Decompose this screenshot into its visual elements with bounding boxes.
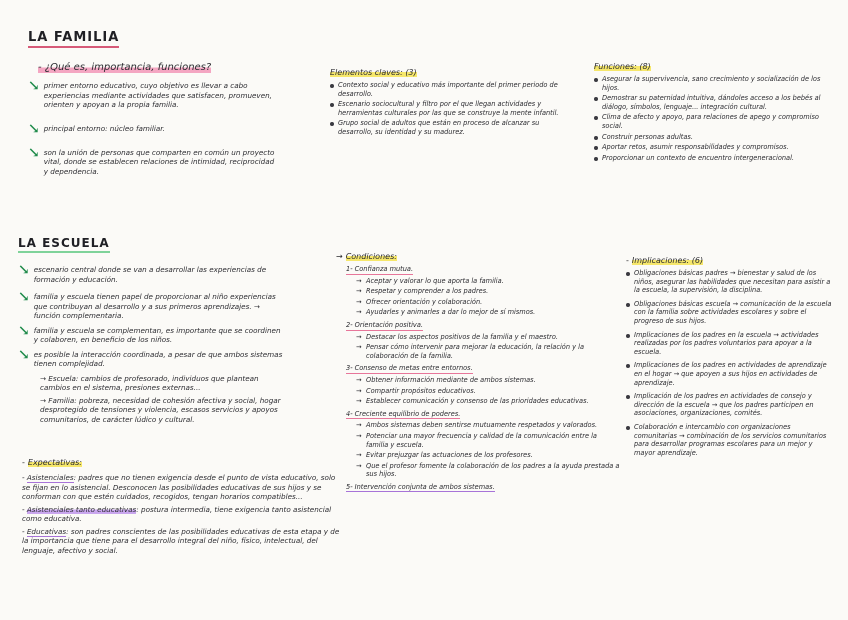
familia-item: ↘ principal entorno: núcleo familiar. — [28, 120, 165, 137]
list-item: → Ambos sistemas deben sentirse mutuamente respetados y valorados. — [356, 421, 598, 430]
arrow-icon: ↘ — [28, 120, 40, 137]
arrow-icon: ↘ — [18, 322, 30, 339]
list-item: → Ayudarles y animarles a dar lo mejor de sí mismos. — [356, 308, 536, 317]
bullet-icon — [594, 136, 598, 140]
list-item: → Destacar los aspectos positivos de la familia y el maestro. — [356, 332, 559, 341]
elementos-heading: Elementos claves: (3) — [330, 68, 417, 77]
expectativa-intermedia: - Asistenciales tanto educativas: postura intermedia, tiene exigencia tanto asistencial como educativa. — [22, 504, 332, 523]
familia-section — [28, 26, 276, 181]
expectativas-section — [22, 458, 340, 555]
bullet-icon — [626, 303, 630, 307]
escuela-item: ↘ escenario central donde se van a desarrollar las experiencias de formación y educación. — [18, 262, 267, 284]
arrow-icon: ↘ — [18, 346, 30, 363]
list-item: Grupo social de adultos que están en proceso de alcanzar su desarrollo, su identidad y su madurez. — [330, 119, 570, 136]
familia-subtitle: - ¿Qué es, importancia, funciones? — [38, 62, 212, 73]
list-item: Aportar retos, asumir responsabilidades y compromisos. — [594, 143, 826, 152]
escuela-item: ↘ familia y escuela se complementan, es importante que se coordinen y colaboren, en beneficio de los niños. — [18, 322, 281, 344]
familia-title: LA FAMILIA — [28, 30, 119, 48]
list-item: → Establecer comunicación y consenso de las prioridades educativas. — [356, 397, 589, 406]
bullet-icon — [330, 103, 334, 107]
list-item: Implicaciones de los padres en la escuela → actividades realizadas por los padres voluntarios para apoyar a la escuela. — [626, 331, 832, 357]
familia-item: ↘ son la unión de personas que comparten en común un proyecto vital, donde se establecen relaciones de intimidad, reciprocidad y dependencia. — [28, 144, 275, 176]
list-item: Implicaciones de los padres en actividades de aprendizaje en el hogar → que apoyen a sus hijos en actividades de aprendizaje. — [626, 361, 832, 387]
bullet-icon — [626, 395, 630, 399]
arrow-icon: ↘ — [28, 144, 40, 161]
condicion-title: 1- Confianza mutua. — [346, 265, 414, 273]
list-item: Clima de afecto y apoyo, para relaciones de apego y compromiso social. — [594, 113, 826, 130]
list-item: → Respetar y comprender a los padres. — [356, 287, 489, 296]
list-item: → Obtener información mediante de ambos sistemas. — [356, 375, 536, 384]
list-item: → Ofrecer orientación y colaboración. — [356, 297, 483, 306]
condicion-title: 5- Intervención conjunta de ambos sistemas. — [346, 482, 495, 491]
bullet-icon — [330, 84, 334, 88]
list-item: Implicación de los padres en actividades de consejo y dirección de la escuela → que los padres participen en asociaciones, organizaciones, comités. — [626, 392, 832, 418]
bullet-icon — [594, 116, 598, 120]
bullet-icon — [594, 157, 598, 161]
list-item: Obligaciones básicas padres → bienestar y salud de los niños, asegurar las habilidades que necesitan para asistir a la escuela, la supervisión, la disciplina. — [626, 269, 832, 295]
bullet-icon — [594, 78, 598, 82]
condicion-title: 3- Consenso de metas entre entornos. — [346, 364, 473, 373]
list-item: → Pensar cómo intervenir para mejorar la educación, la relación y la colaboración de la familia. — [356, 343, 584, 360]
arrow-icon: ↘ — [28, 78, 40, 94]
familia-item: ↘ primer entorno educativo, cuyo objetivo es llevar a cabo experiencias mediante actividades que satisfacen, promueven, orienten y apoyan a la propia familia. — [28, 78, 272, 109]
condicion-list — [356, 277, 620, 317]
expectativas-heading: - Expectativas: — [22, 458, 82, 467]
bullet-icon — [594, 146, 598, 150]
list-item: → Que el profesor fomente la colaboración de los padres a la ayuda prestada a sus hijos. — [356, 461, 620, 479]
list-item: → Compartir propósitos educativos. — [356, 386, 476, 395]
funciones-section — [594, 62, 826, 164]
bullet-icon — [626, 426, 630, 430]
list-item: → Evitar prejuzgar las actuaciones de los profesores. — [356, 451, 533, 460]
funciones-heading: Funciones: (8) — [594, 62, 651, 71]
elementos-section — [330, 68, 570, 139]
arrow-icon: ↘ — [18, 262, 30, 278]
bullet-icon — [330, 122, 334, 126]
expectativa-asistenciales: - Asistenciales: padres que no tienen exigencia desde el punto de vista educativo, solo se fijan en lo asistencial. Desconocen las posibilidades educativas de sus hijos y se conforman con que estén cuidados, recogidos, tengan horarios compatibles... — [22, 473, 336, 501]
condicion-list — [356, 376, 620, 406]
escuela-section — [18, 232, 286, 424]
list-item: Proporcionar un contexto de encuentro intergeneracional. — [594, 154, 826, 163]
escuela-title: LA ESCUELA — [18, 236, 110, 253]
list-item: → Potenciar una mayor frecuencia y calidad de la comunicación entre la familia y escuela. — [356, 431, 597, 449]
escuela-item: ↘ es posible la interacción coordinada, a pesar de que ambos sistemas tienen complejidad. — [18, 346, 283, 368]
list-item: Contexto social y educativo más importante del primer periodo de desarrollo. — [330, 81, 570, 98]
bullet-icon — [626, 272, 630, 276]
list-item: → Aceptar y valorar lo que aporta la familia. — [356, 276, 504, 285]
escuela-sub-escuela: → Escuela: cambios de profesorado, individuos que plantean cambios en el sistema, presiones externas... — [40, 373, 259, 392]
bullet-icon — [594, 97, 598, 101]
expectativa-educativas: - Educativas: son padres conscientes de las posibilidades educativas de esta etapa y de la importancia que tiene para el desarrollo integral del niño, físico, intelectual, del lenguaje, afectivo y social. — [22, 526, 340, 555]
condicion-list — [356, 421, 620, 479]
list-item: Asegurar la supervivencia, sano crecimiento y socialización de los hijos. — [594, 75, 826, 92]
escuela-sub-familia: → Familia: pobreza, necesidad de cohesión afectiva y social, hogar desprotegido de tensiones y violencia, escasos servicios y apoyos comunitarios, de carácter lúdico y cultural. — [40, 395, 281, 424]
list-item: Escenario sociocultural y filtro por el que llegan actividades y herramientas culturales por las que se construye la mente infantil. — [330, 100, 570, 117]
escuela-item: ↘ familia y escuela tienen papel de proporcionar al niño experiencias que contribuyan al desarrollo y a sus primeros aprendizajes. → función complementaria. — [18, 289, 276, 320]
bullet-icon — [626, 334, 630, 338]
list-item: Construir personas adultas. — [594, 133, 826, 142]
condicion-title: 4- Creciente equilibrio de poderes. — [346, 409, 461, 418]
condicion-title: 2- Orientación positiva. — [346, 320, 423, 329]
list-item: Demostrar su paternidad intuitiva, dándoles acceso a los bebés al diálogo, símbolos, lenguaje... integración cultural. — [594, 94, 826, 111]
implicaciones-heading: - Implicaciones: (6) — [626, 256, 704, 265]
bullet-icon — [626, 364, 630, 368]
condiciones-section — [336, 252, 620, 494]
list-item: Colaboración e intercambio con organizaciones comunitarias → combinación de los servicios comunitarios para desarrollar programas escolares para un mejor y mayor aprendizaje. — [626, 423, 832, 457]
list-item: Obligaciones básicas escuela → comunicación de la escuela con la familia sobre actividades escolares y sobre el progreso de sus hijos. — [626, 300, 832, 326]
condiciones-heading: → Condiciones: — [336, 252, 397, 261]
condicion-list — [356, 333, 620, 361]
implicaciones-section — [626, 256, 832, 459]
arrow-icon: ↘ — [18, 289, 30, 305]
